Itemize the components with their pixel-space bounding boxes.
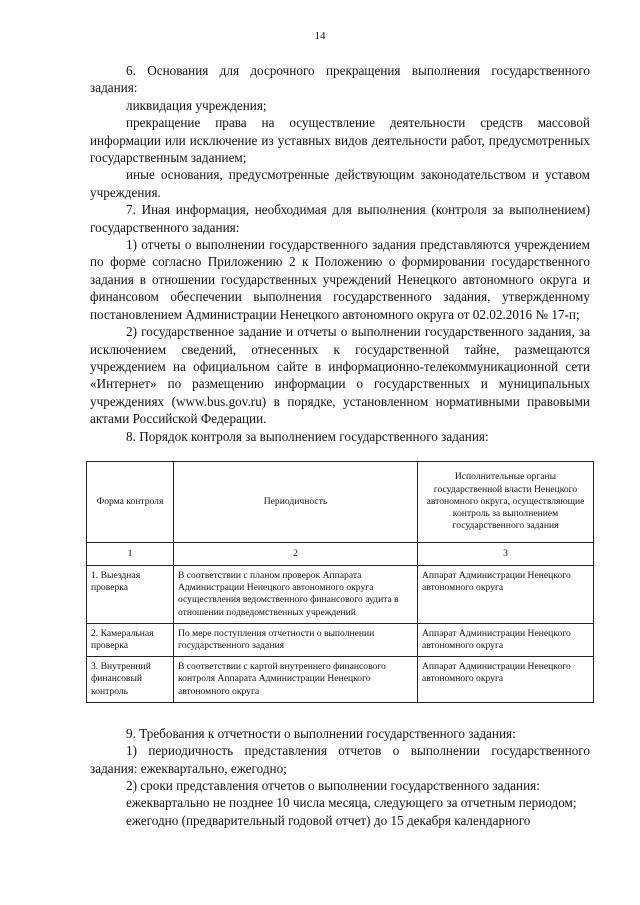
table-cell: В соответствии с картой внутреннего финансового контроля Аппарата Администрации Ненецкого автономного округа — [174, 657, 418, 703]
paragraph: 2) государственное задание и отчеты о выполнении государственного задания, за исключением сведений, отнесенных к государственной тайне, размещаются учреждением на официальном сайте в информационно-телекоммуникационной сети «Интернет» по размещению информации о государственных и муниципальных учреждениях (www.bus.gov.ru) в порядке, установленном нормативными правовыми актами Российской Федерации. — [90, 324, 590, 427]
header-authorities: Исполнительные органы государственной власти Ненецкого автономного округа, осуществляющие контроль за выполнением государственного задания — [418, 461, 594, 542]
table-cell: 3. Внутренний финансовый контроль — [87, 657, 174, 703]
paragraphs-bottom — [90, 725, 590, 829]
table-row — [87, 623, 594, 656]
col-number: 2 — [174, 542, 418, 565]
paragraph: 1) периодичность представления отчетов о выполнении государственного задания: ежеквартально, ежегодно; — [90, 743, 590, 776]
table-cell: Аппарат Администрации Ненецкого автономного округа — [418, 623, 594, 656]
paragraph: 7. Иная информация, необходимая для выполнения (контроля за выполнением) государственного задания: — [90, 202, 590, 235]
table-cell: Аппарат Администрации Ненецкого автономного округа — [418, 657, 594, 703]
paragraph: 8. Порядок контроля за выполнением государственного задания: — [126, 428, 489, 444]
table-header-row — [87, 461, 594, 542]
table-cell: Аппарат Администрации Ненецкого автономного округа — [418, 565, 594, 623]
header-periodicity: Периодичность — [174, 461, 418, 542]
paragraph: 2) сроки представления отчетов о выполнении государственного задания: — [126, 777, 540, 793]
paragraph: ежегодно (предварительный годовой отчет) до 15 декабря календарного — [126, 812, 531, 828]
table-cell: По мере поступления отчетности о выполнении государственного задания — [174, 623, 418, 656]
header-form: Форма контроля — [87, 461, 174, 542]
paragraphs-top — [90, 62, 590, 445]
col-number: 3 — [418, 542, 594, 565]
page-number: 14 — [314, 30, 326, 42]
table-cell: В соответствии с планом проверок Аппарата Администрации Ненецкого автономного округа осуществления ведомственного финансового аудита в отношении подведомственных учреждений — [174, 565, 418, 623]
table-cell: 2. Камеральная проверка — [87, 623, 174, 656]
paragraph: 6. Основания для досрочного прекращения выполнения государственного задания: — [90, 63, 590, 96]
paragraph: ликвидация учреждения; — [126, 97, 267, 113]
paragraph: 9. Требования к отчетности о выполнении государственного задания: — [126, 725, 516, 741]
table-cell: 1. Выездная проверка — [87, 565, 174, 623]
control-table — [86, 461, 594, 703]
table-number-row — [87, 542, 594, 565]
paragraph: прекращение права на осуществление деятельности средств массовой информации или исключение из уставных видов деятельности работ, предусмотренных государственным заданием; — [90, 115, 590, 166]
document-body — [90, 62, 590, 829]
table-row — [87, 565, 594, 623]
table-row — [87, 657, 594, 703]
paragraph: ежеквартально не позднее 10 числа месяца, следующего за отчетным периодом; — [126, 795, 577, 811]
col-number: 1 — [87, 542, 174, 565]
paragraph: иные основания, предусмотренные действующим законодательством и уставом учреждения. — [90, 167, 590, 200]
paragraph: 1) отчеты о выполнении государственного задания представляются учреждением по форме согласно Приложению 2 к Положению о формировании государственного задания в отношении государственных учреждений Ненецкого автономного округа и финансовом обеспечении выполнения государственного задания, утвержденному постановлением Администрации Ненецкого автономного округа от 02.02.2016 № 17-п; — [90, 237, 590, 322]
